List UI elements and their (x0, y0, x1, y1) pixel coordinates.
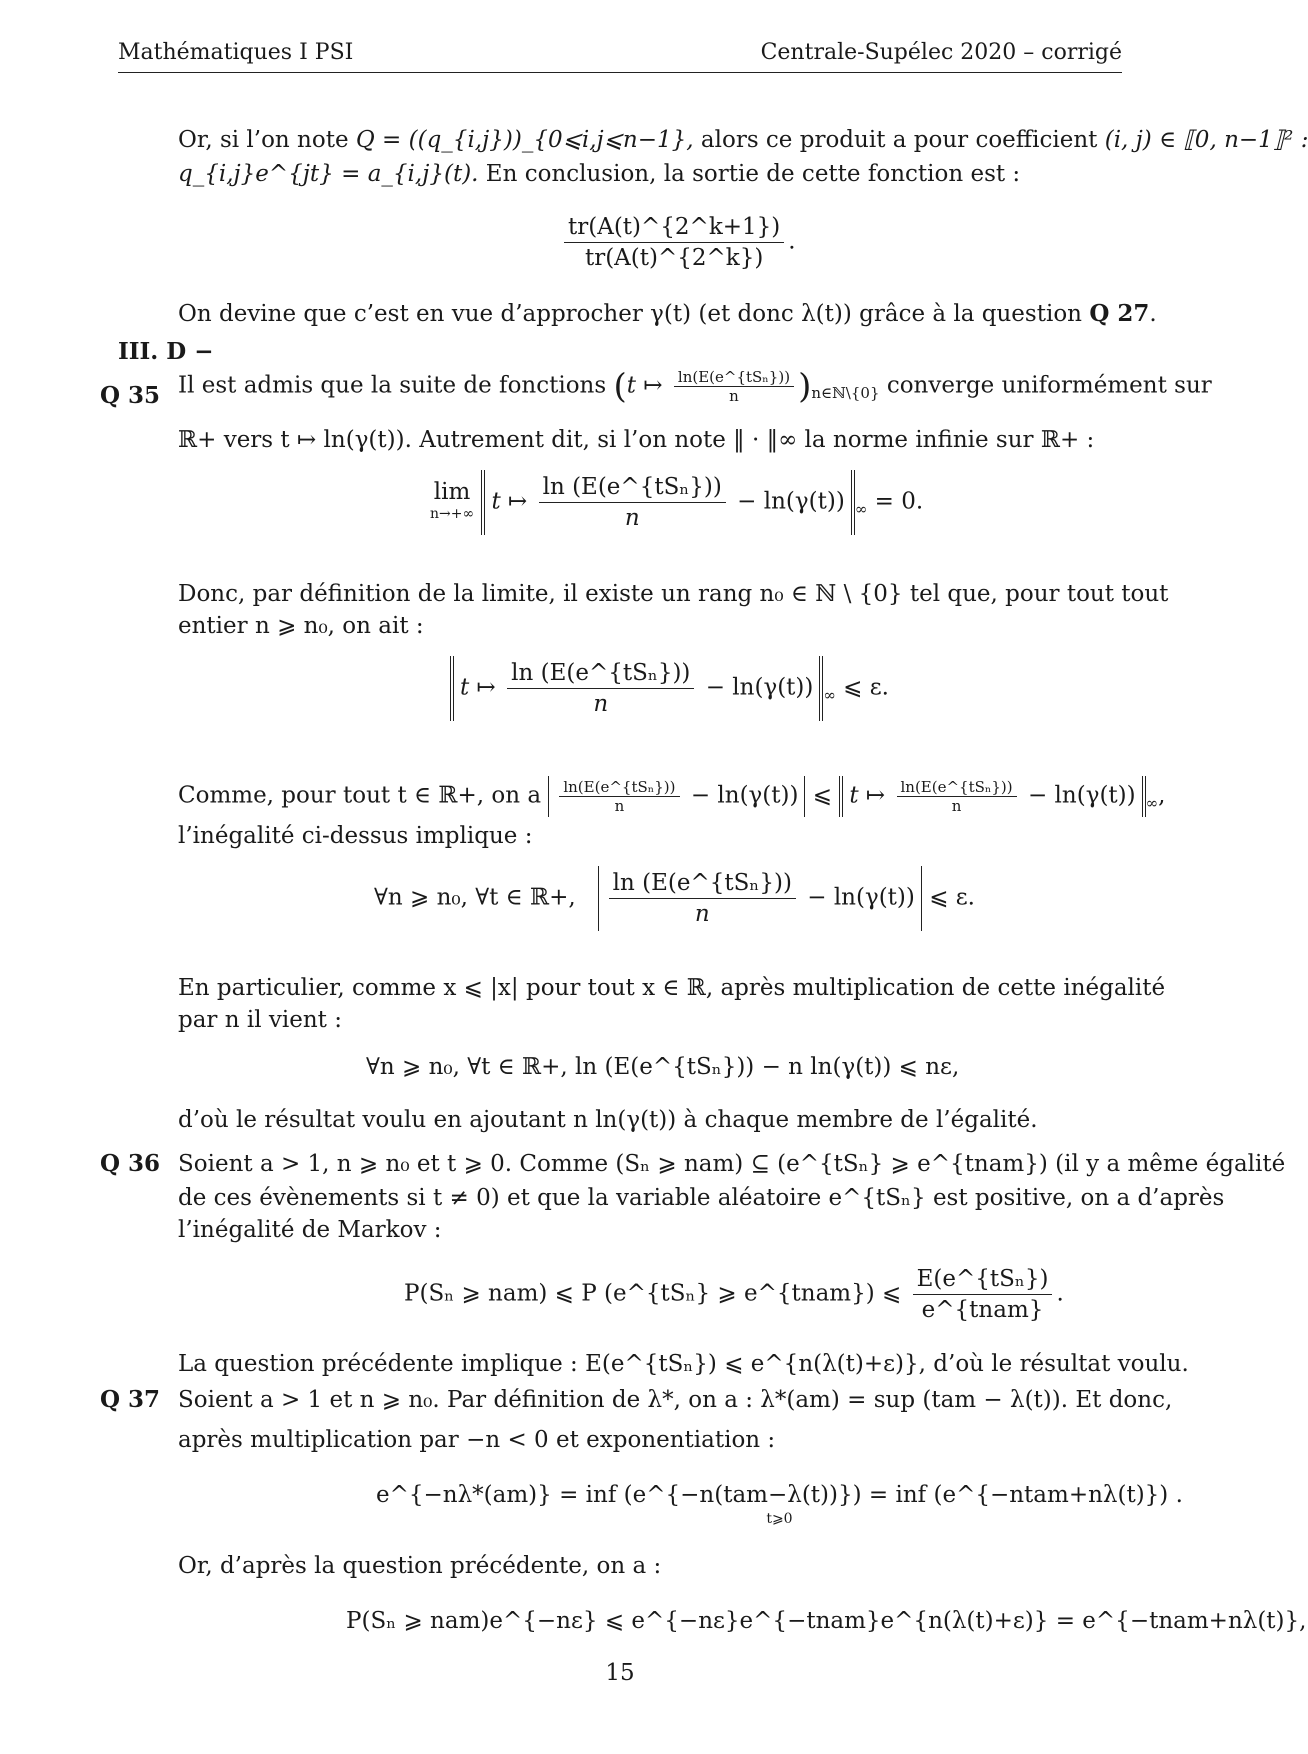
paragraph-line: Il est admis que la suite de fonctions (t ↦ $\frac{\text{ln(E(e\textasciicircum{}\{tSₙ\}))}}{n}$ )$_{n\in ℕ\backslash\{0\}}$ converge uniformément sur (178, 366, 1212, 407)
paragraph-line: l’inégalité de Markov : (178, 1217, 442, 1243)
header-left: Mathématiques I PSI (118, 40, 354, 65)
paragraph-line: entier n ⩾ n₀, on ait : (178, 613, 424, 639)
limit-equation: lim n→+∞ t ↦ $\frac{\text{ln (E(e\textasciicircum{}\{tSₙ\}))}}{n}$ − ln(γ(t)) $_\infty$ = 0. (430, 470, 923, 535)
paragraph-line: ℝ+ vers t ↦ ln(γ(t)). Autrement dit, si l’on note ‖ · ‖∞ la norme infinie sur ℝ+ : (178, 427, 1095, 453)
markov-inequality: P(Sₙ ⩾ nam) ⩽ P (e^{tSₙ} ⩾ e^{tnam}) ⩽ $\frac{\text{E(e\textasciicircum{}\{tSₙ\})}}{\text{e\textasciicircum{}\{tnam\}}}$ . (404, 1266, 1064, 1323)
paragraph-line: Comme, pour tout t ∈ ℝ+, on a $\frac{\text{ln(E(e\textasciicircum{}\{tSₙ\}))}}{n}$ − ln(γ(t)) ⩽ t ↦ $\frac{\text{ln(E(e\textasciicircum{}\{tSₙ\}))}}{n}$ − ln(γ(t)) $_\infty$, (178, 778, 1166, 815)
particular-inequality: ∀n ⩾ n₀, ∀t ∈ ℝ+, ln (E(e^{tSₙ})) − n ln(γ(t)) ⩽ nε, (366, 1054, 960, 1080)
epsilon-norm-equation: t ↦ $\frac{\text{ln (E(e\textasciicircum{}\{tSₙ\}))}}{n}$ − ln(γ(t)) $_\infty$ ⩽ ε. (450, 656, 889, 721)
page-number: 15 (605, 1660, 635, 1686)
paragraph-line: Donc, par définition de la limite, il existe un rang n₀ ∈ ℕ \ {0} tel que, pour tout tout (178, 581, 1169, 607)
paragraph-line: par n il vient : (178, 1007, 342, 1033)
page-header (118, 40, 1122, 73)
final-inequality: P(Sₙ ⩾ nam)e^{−nε} ⩽ e^{−nε}e^{−tnam}e^{n(λ(t)+ε)} = e^{−tnam+nλ(t)}, (346, 1608, 1307, 1634)
abs-epsilon-equation: ∀n ⩾ n₀, ∀t ∈ ℝ+, $\frac{\text{ln (E(e\textasciicircum{}\{tSₙ\}))}}{n}$ − ln(γ(t)) ⩽ ε. (374, 866, 975, 931)
paragraph-line: On devine que c’est en vue d’approcher γ(t) (et donc λ(t)) grâce à la question Q 27. (178, 300, 1157, 327)
paragraph-line: de ces évènements si t ≠ 0) et que la variable aléatoire e^{tSₙ} est positive, on a d’après (178, 1185, 1225, 1211)
section-title: III. D − (118, 338, 214, 365)
header-right: Centrale-Supélec 2020 – corrigé (760, 40, 1122, 65)
paragraph-line: q_{i,j}e^{jt} = a_{i,j}(t). En conclusion, la sortie de cette fonction est : (178, 161, 1021, 187)
paragraph-line: En particulier, comme x ⩽ |x| pour tout x ∈ ℝ, après multiplication de cette inégalité (178, 975, 1166, 1001)
question-label: Q 36 (100, 1150, 161, 1177)
paragraph-line: Or, si l’on note Q = ((q_{i,j}))_{0⩽i,j⩽n−1}, alors ce produit a pour coefficient (i, j) ∈ ⟦0, n−1⟧² : (178, 127, 1308, 153)
question-label: Q 35 (100, 382, 161, 409)
paragraph-line: Soient a > 1, n ⩾ n₀ et t ⩾ 0. Comme (Sₙ ⩾ nam) ⊆ (e^{tSₙ} ⩾ e^{tnam}) (il y a même égalité (178, 1151, 1286, 1177)
paragraph-line: d’où le résultat voulu en ajoutant n ln(γ(t)) à chaque membre de l’égalité. (178, 1107, 1038, 1133)
paragraph-line: Soient a > 1 et n ⩾ n₀. Par définition de λ*, on a : λ*(am) = sup (tam − λ(t)). Et donc, (178, 1387, 1173, 1413)
paragraph-line: l’inégalité ci-dessus implique : (178, 823, 533, 849)
trace-ratio-equation: $\frac{tr(A(t)\^{}\{2\^{}k+1\})}{tr(A(t)\^{}\{2\^{}k\})}$ . (560, 212, 796, 273)
paragraph-line: après multiplication par −n < 0 et exponentiation : (178, 1427, 776, 1453)
paragraph-line: La question précédente implique : E(e^{tSₙ}) ⩽ e^{n(λ(t)+ε)}, d’où le résultat voulu. (178, 1351, 1189, 1377)
paragraph-line: Or, d’après la question précédente, on a : (178, 1553, 662, 1579)
question-label: Q 37 (100, 1386, 161, 1413)
inf-equation: e^{−nλ*(am)} = inf (e^{−n(tam−λ(t))}) = inf (e^{−ntam+nλ(t)}) . t⩾0 (376, 1482, 1183, 1527)
